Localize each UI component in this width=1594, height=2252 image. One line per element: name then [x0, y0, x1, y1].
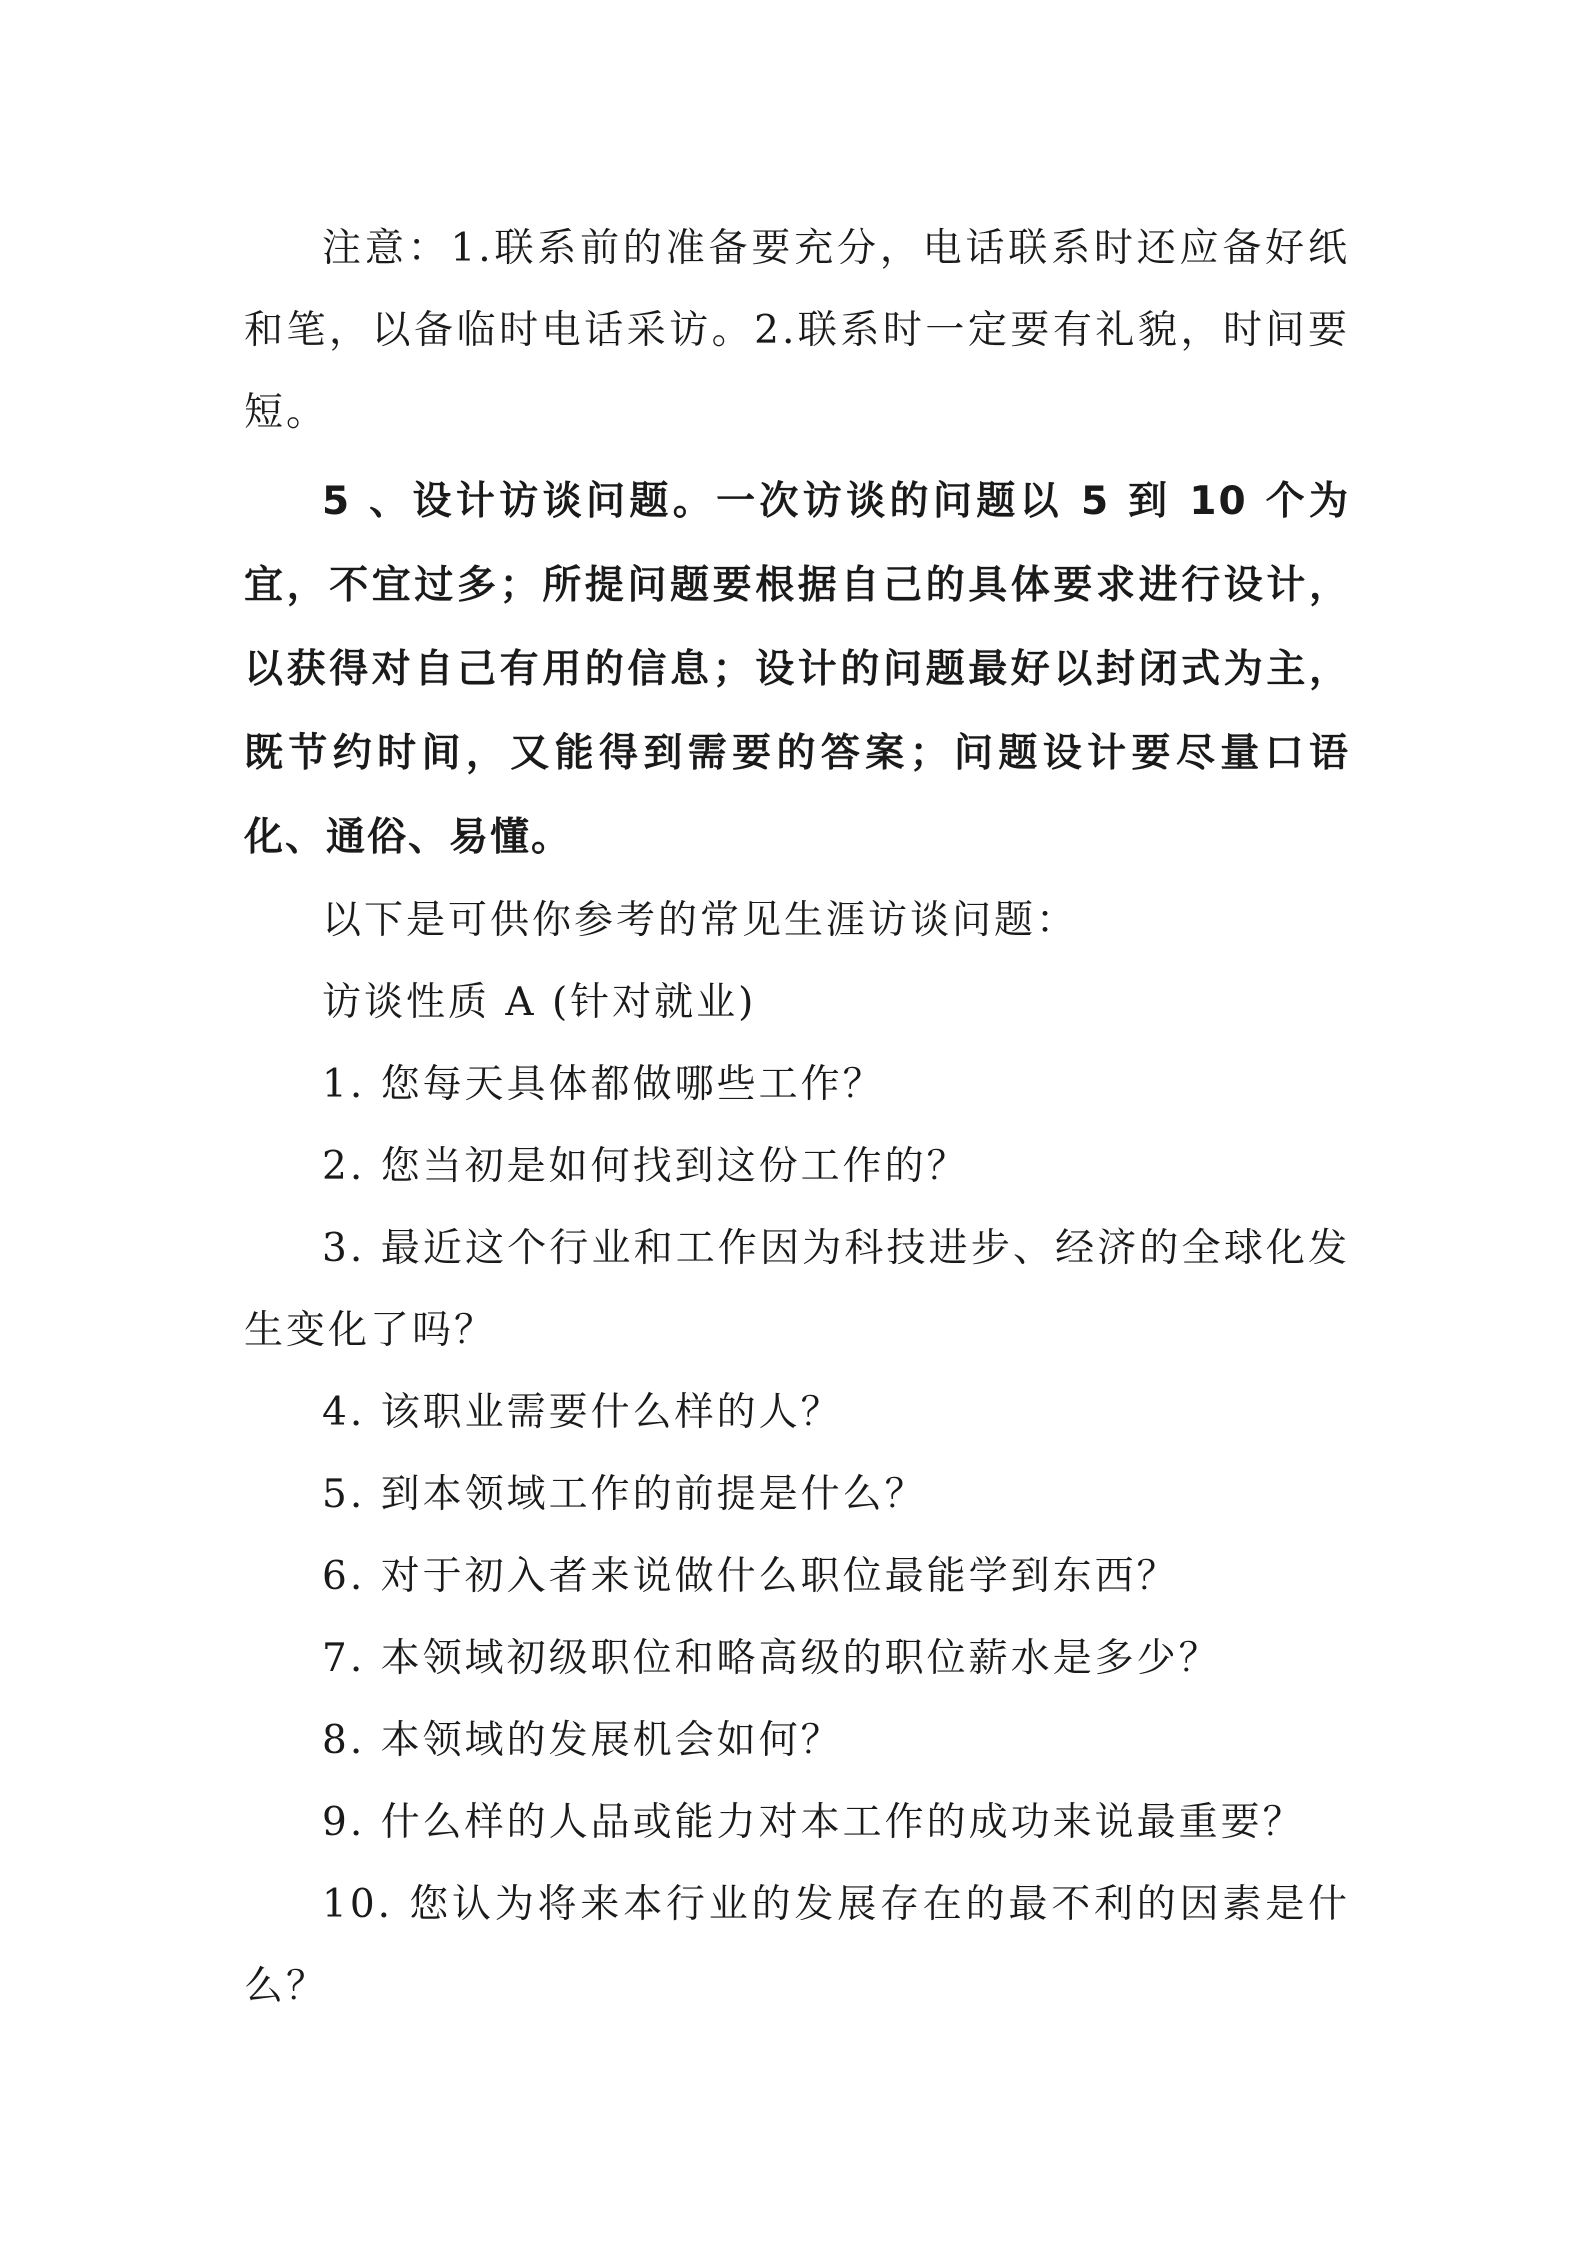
question-item: 3. 最近这个行业和工作因为科技进步、经济的全球化发生变化了吗？ — [244, 1226, 1350, 1353]
question-item: 10. 您认为将来本行业的发展存在的最不利的因素是什么？ — [244, 1882, 1350, 2009]
section-title: 访谈性质 A (针对就业) — [322, 980, 757, 1025]
question-item: 5. 到本领域工作的前提是什么？ — [322, 1472, 927, 1517]
question-item: 6. 对于初入者来说做什么职位最能学到东西？ — [322, 1554, 1179, 1599]
question-item: 4. 该职业需要什么样的人？ — [322, 1390, 843, 1435]
question-item: 1. 您每天具体都做哪些工作？ — [322, 1062, 885, 1107]
question-item: 9. 什么样的人品或能力对本工作的成功来说最重要？ — [322, 1800, 1305, 1845]
intro-line: 以下是可供你参考的常见生涯访谈问题： — [322, 898, 1079, 943]
question-item: 7. 本领域初级职位和略高级的职位薪水是多少？ — [322, 1636, 1221, 1681]
question-item: 8. 本领域的发展机会如何？ — [322, 1718, 843, 1763]
note-paragraph: 注意：1.联系前的准备要充分，电话联系时还应备好纸和笔，以备临时电话采访。2.联系时一定要有礼貌，时间要短。 — [244, 226, 1350, 435]
document-body — [244, 208, 1350, 2028]
question-item: 2. 您当初是如何找到这份工作的？ — [322, 1144, 969, 1189]
step-5-paragraph: 5 、设计访谈问题。一次访谈的问题以 5 到 10 个为宜，不宜过多；所提问题要根据自己的具体要求进行设计，以获得对自己有用的信息；设计的问题最好以封闭式为主，既节约时间，又能得到需要的答案；问题设计要尽量口语化、通俗、易懂。 — [244, 479, 1350, 860]
